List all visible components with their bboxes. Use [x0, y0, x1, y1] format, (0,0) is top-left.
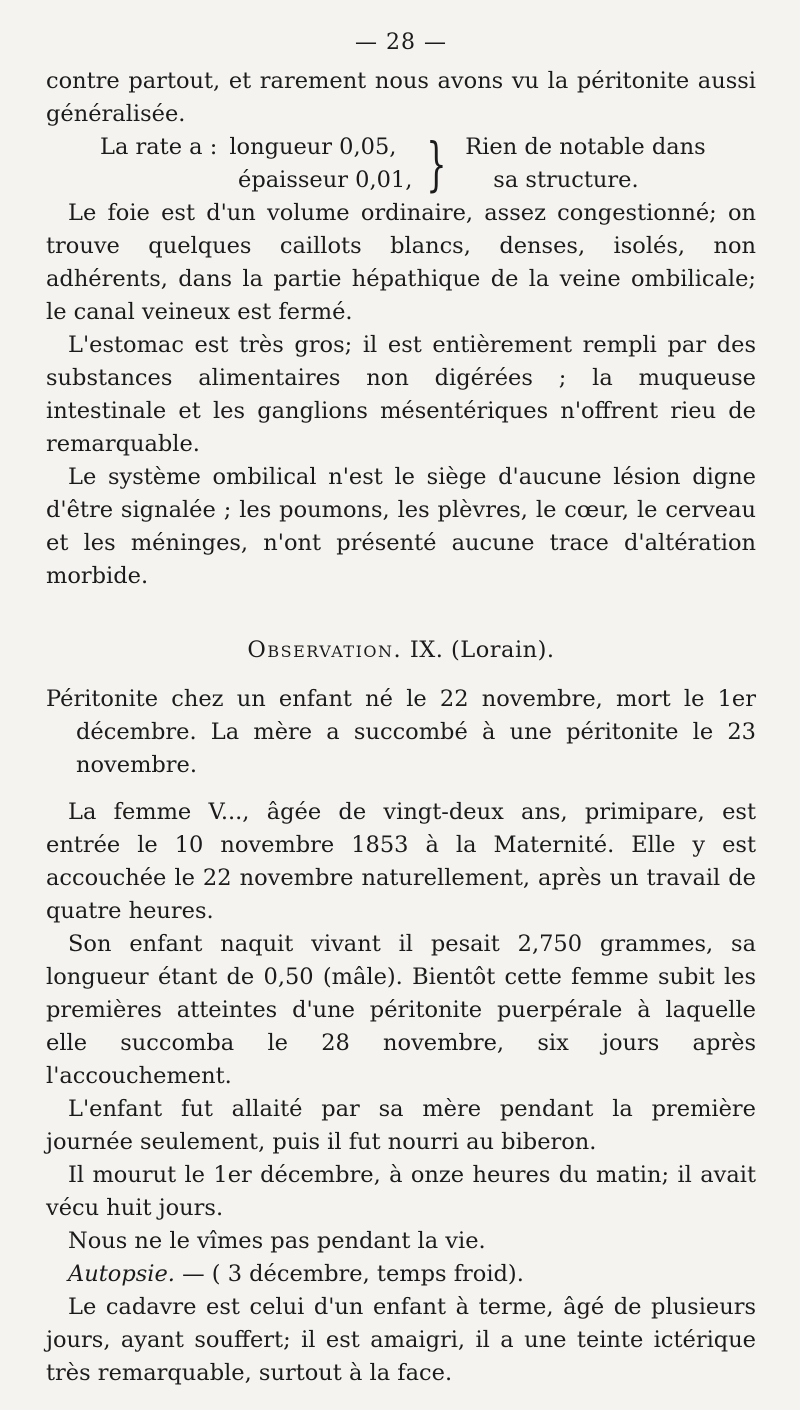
autopsie-label: Autopsie. — [68, 1261, 175, 1287]
observation-number: IX. (Lorain). — [409, 637, 555, 663]
paragraph-enfant: Son enfant naquit vivant il pesait 2,750 grammes, sa longueur étant de 0,50 (mâle). Bientôt cette femme subit les premières atteintes d'une péritonite puerpérale à laquelle elle succomba le 28 novembre, six jours après l'accouchement. — [46, 931, 756, 1089]
rate-longueur: longueur 0,05, — [229, 134, 397, 160]
page-number: — 28 — — [355, 30, 447, 55]
paragraph-peritonite: contre partout, et rarement nous avons vu la péritonite aussi généralisée. — [46, 68, 756, 127]
rate-epaisseur: épaisseur 0,01, — [238, 167, 413, 193]
rate-note-line2: sa structure. — [493, 167, 639, 193]
paragraph-femme: La femme V..., âgée de vingt-deux ans, primipare, est entrée le 10 novembre 1853 à la Maternité. Elle y est accouchée le 22 novembre naturellement, après un travail de quatre heures. — [46, 799, 756, 924]
rate-note — [465, 131, 705, 197]
observation-heading — [46, 637, 756, 663]
paragraph-deces: Il mourut le 1er décembre, à onze heures du matin; il avait vécu huit jours. — [46, 1162, 756, 1221]
paragraph-vimes: Nous ne le vîmes pas pendant la vie. — [68, 1228, 486, 1254]
paragraph-cadavre: Le cadavre est celui d'un enfant à terme, âgé de plusieurs jours, ayant souffert; il est amaigri, il a une teinte ictérique très remarquable, surtout à la face. — [46, 1294, 756, 1386]
rate-label: La rate a : — [100, 134, 218, 160]
paragraph-allaitement: L'enfant fut allaité par sa mère pendant la première journée seulement, puis il fut nourri au biberon. — [46, 1096, 756, 1155]
brace-icon: } — [426, 130, 447, 198]
rate-dimensions — [100, 131, 412, 197]
paragraph-autopsie — [46, 1258, 756, 1291]
observation-summary: Péritonite chez un enfant né le 22 novembre, mort le 1er décembre. La mère a succombé à une péritonite le 23 novembre. — [46, 686, 756, 778]
rate-note-line1: Rien de notable dans — [465, 134, 706, 160]
paragraph-estomac: L'estomac est très gros; il est entièrement rempli par des substances alimentaires non digérées ; la muqueuse intestinale et les ganglions mésentériques n'offrent rieu de remarquable. — [46, 332, 756, 457]
paragraph-foie: Le foie est d'un volume ordinaire, assez congestionné; on trouve quelques caillots blancs, denses, isolés, non adhérents, dans la partie hépathique de la veine ombilicale; le canal veineux est fermé. — [46, 200, 756, 325]
observation-label: Observation. — [247, 637, 403, 663]
autopsie-details: — ( 3 décembre, temps froid). — [174, 1261, 524, 1287]
rate-measurements — [100, 131, 756, 197]
paragraph-systeme-ombilical: Le système ombilical n'est le siège d'aucune lésion digne d'être signalée ; les poumons, les plèvres, le cœur, le cerveau et les méninges, n'ont présenté aucune trace d'altération morbide. — [46, 464, 756, 589]
